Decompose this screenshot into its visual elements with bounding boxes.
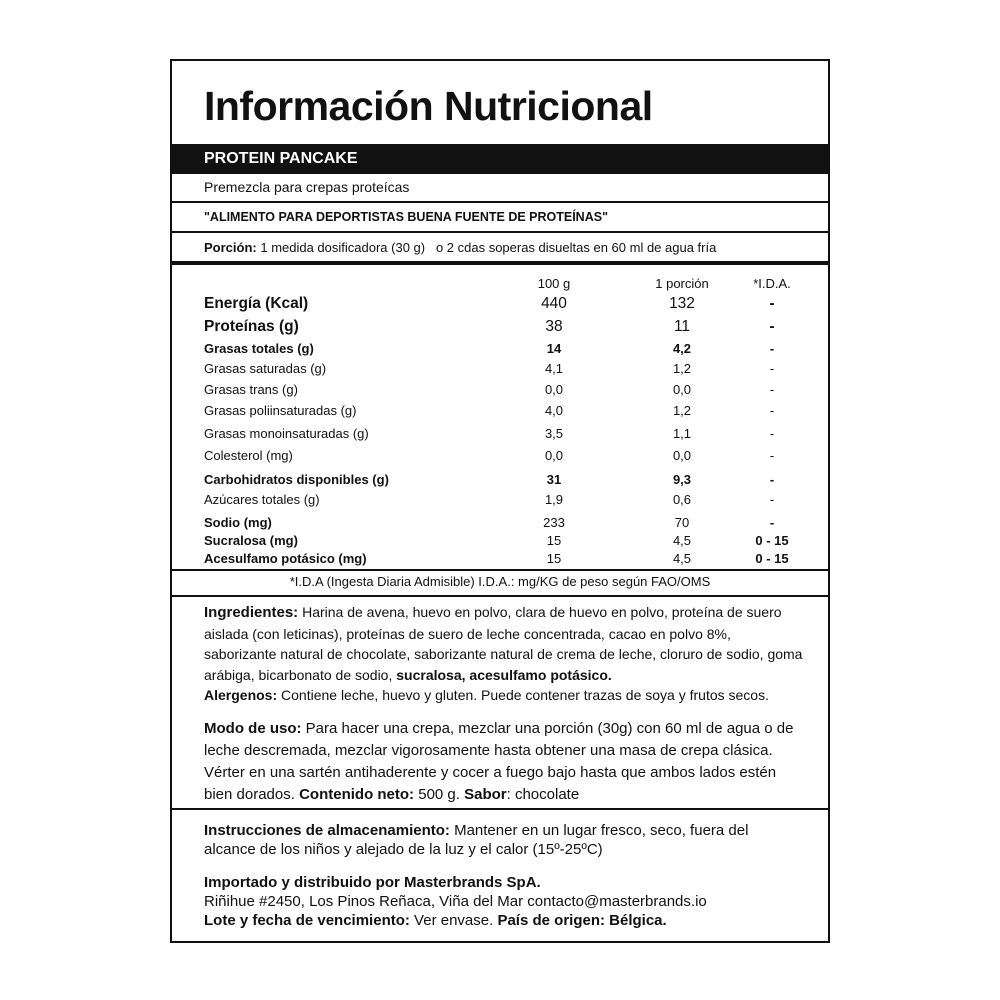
subtitle: Premezcla para crepas proteícas bbox=[204, 179, 410, 195]
table-row bbox=[204, 317, 828, 337]
value-100g: 38 bbox=[545, 318, 563, 335]
nutrient-name: Grasas poliinsaturadas (g) bbox=[204, 403, 357, 418]
divider bbox=[172, 595, 828, 597]
divider bbox=[172, 231, 828, 233]
nutrition-label bbox=[170, 59, 830, 943]
value-100g: 1,9 bbox=[544, 492, 564, 507]
divider bbox=[172, 808, 828, 810]
value-100g: 0,0 bbox=[544, 448, 564, 463]
value-100g: 14 bbox=[546, 341, 562, 356]
value-100g: 3,5 bbox=[544, 426, 564, 441]
value-100g: 31 bbox=[546, 472, 562, 487]
value-100g: 4,0 bbox=[544, 403, 564, 418]
value-portion: 4,5 bbox=[672, 551, 692, 566]
value-100g: 15 bbox=[546, 551, 562, 566]
storage bbox=[204, 821, 804, 859]
table-row bbox=[204, 446, 828, 466]
value-ida: 0 - 15 bbox=[755, 533, 789, 548]
nutrient-name: Carbohidratos disponibles (g) bbox=[204, 472, 389, 487]
allergens-label: Alergenos: bbox=[204, 687, 278, 703]
ingredients-sweeteners: sucralosa, acesulfamo potásico. bbox=[396, 666, 612, 683]
ida-footnote: *I.D.A (Ingesta Diaria Admisible) I.D.A.: mg/KG de peso según FAO/OMS bbox=[289, 574, 711, 589]
value-portion: 1,2 bbox=[672, 361, 692, 376]
ingredients-label: Ingredientes: bbox=[204, 604, 299, 621]
value-portion: 132 bbox=[669, 295, 695, 312]
nutrient-name: Sodio (mg) bbox=[204, 515, 272, 530]
value-portion: 4,2 bbox=[672, 341, 692, 356]
usage-text: Para hacer una crepa, mezclar una porción (30g) con 60 ml de agua o de leche descremada, mezclar vigorosamente hasta obtener una masa de crepa clásica. Vérter en una sartén antihaderente y cocer a fuego bajo hasta que ambos lados estén bien dorados. bbox=[204, 720, 794, 803]
storage-text: Mantener en un lugar fresco, seco, fuera del alcance de los niños y alejado de la luz y el calor (15º-25ºC) bbox=[204, 822, 749, 858]
value-portion: 70 bbox=[674, 515, 690, 530]
claim: "ALIMENTO PARA DEPORTISTAS BUENA FUENTE DE PROTEÍNAS" bbox=[204, 210, 609, 224]
portion bbox=[204, 240, 716, 255]
nutrient-name: Acesulfamo potásico (mg) bbox=[204, 551, 367, 566]
value-100g: 4,1 bbox=[544, 361, 564, 376]
nutrient-name: Grasas monoinsaturadas (g) bbox=[204, 426, 369, 441]
value-ida: - bbox=[769, 472, 775, 487]
nutrient-name: Grasas totales (g) bbox=[204, 341, 314, 356]
value-100g: 15 bbox=[546, 533, 562, 548]
value-portion: 0,6 bbox=[672, 492, 692, 507]
value-100g: 440 bbox=[541, 295, 567, 312]
table-row bbox=[204, 490, 828, 510]
table-row bbox=[204, 294, 828, 314]
table-row bbox=[204, 531, 828, 551]
portion-label: Porción: bbox=[204, 240, 257, 255]
table-row bbox=[204, 359, 828, 379]
portion-text: 1 medida dosificadora (30 g) o 2 cdas soperas disueltas en 60 ml de agua fría bbox=[256, 240, 717, 255]
divider-thick bbox=[172, 261, 828, 265]
value-ida: - bbox=[769, 318, 775, 335]
table-row bbox=[204, 424, 828, 444]
table-row bbox=[204, 513, 828, 533]
product-name-bar: PROTEIN PANCAKE bbox=[172, 144, 828, 174]
value-ida: 0 - 15 bbox=[755, 551, 789, 566]
nutrient-name: Sucralosa (mg) bbox=[204, 533, 298, 548]
value-ida: - bbox=[769, 341, 775, 356]
usage-label: Modo de uso: bbox=[204, 720, 302, 737]
header-portion: 1 porción bbox=[655, 276, 709, 291]
header-100g: 100 g bbox=[537, 276, 571, 291]
usage bbox=[204, 718, 804, 806]
value-ida: - bbox=[769, 448, 775, 463]
nutrient-name: Proteínas (g) bbox=[204, 318, 299, 335]
nutrient-name: Colesterol (mg) bbox=[204, 448, 293, 463]
ingredients bbox=[204, 602, 804, 706]
nutrient-name: Azúcares totales (g) bbox=[204, 492, 320, 507]
value-portion: 0,0 bbox=[672, 448, 692, 463]
net-content-value: 500 g. bbox=[414, 786, 465, 803]
value-ida: - bbox=[769, 492, 775, 507]
header-ida: *I.D.A. bbox=[753, 276, 791, 291]
value-100g: 0,0 bbox=[544, 382, 564, 397]
flavor-value: : chocolate bbox=[506, 786, 580, 803]
value-portion: 1,1 bbox=[672, 426, 692, 441]
nutrient-name: Grasas saturadas (g) bbox=[204, 361, 327, 376]
table-header bbox=[204, 274, 828, 294]
allergens-text: Contiene leche, huevo y gluten. Puede contener trazas de soya y frutos secos. bbox=[277, 687, 769, 703]
value-ida: - bbox=[769, 382, 775, 397]
net-content-label: Contenido neto: bbox=[299, 786, 415, 803]
flavor-label: Sabor bbox=[464, 786, 507, 803]
importer bbox=[204, 873, 804, 930]
divider bbox=[172, 201, 828, 203]
value-100g: 233 bbox=[543, 515, 565, 530]
table-row bbox=[204, 339, 828, 359]
storage-label: Instrucciones de almacenamiento: bbox=[204, 822, 450, 839]
table-row bbox=[204, 401, 828, 421]
table-row bbox=[204, 549, 828, 569]
importer-address: Riñihue #2450, Los Pinos Reñaca, Viña del Mar contacto@masterbrands.io bbox=[204, 893, 707, 910]
value-portion: 4,5 bbox=[672, 533, 692, 548]
value-portion: 9,3 bbox=[672, 472, 692, 487]
ingredients-text: Harina de avena, huevo en polvo, clara de huevo en polvo, proteína de suero aislada (con leticinas), proteínas de suero de leche concentrada, cacao en polvo 8%, saborizante natural de chocolate, saborizante natural de crema de leche, cloruro de sodio, goma arábiga, bicarbonato de sodio, bbox=[204, 604, 803, 683]
lot-label: Lote y fecha de vencimiento: bbox=[204, 912, 410, 929]
table-row bbox=[204, 380, 828, 400]
value-ida: - bbox=[769, 515, 775, 530]
divider bbox=[172, 569, 828, 571]
nutrient-name: Grasas trans (g) bbox=[204, 382, 298, 397]
lot-text: Ver envase. bbox=[409, 912, 498, 929]
value-ida: - bbox=[769, 403, 775, 418]
value-ida: - bbox=[769, 295, 775, 312]
table-row bbox=[204, 470, 828, 490]
importer-name: Importado y distribuido por Masterbrands SpA. bbox=[204, 874, 541, 891]
value-portion: 1,2 bbox=[672, 403, 692, 418]
value-portion: 0,0 bbox=[672, 382, 692, 397]
label-title: Información Nutricional bbox=[204, 83, 653, 129]
nutrient-name: Energía (Kcal) bbox=[204, 295, 309, 312]
origin: País de origen: Bélgica. bbox=[497, 912, 667, 929]
value-ida: - bbox=[769, 361, 775, 376]
value-portion: 11 bbox=[673, 318, 691, 335]
value-ida: - bbox=[769, 426, 775, 441]
